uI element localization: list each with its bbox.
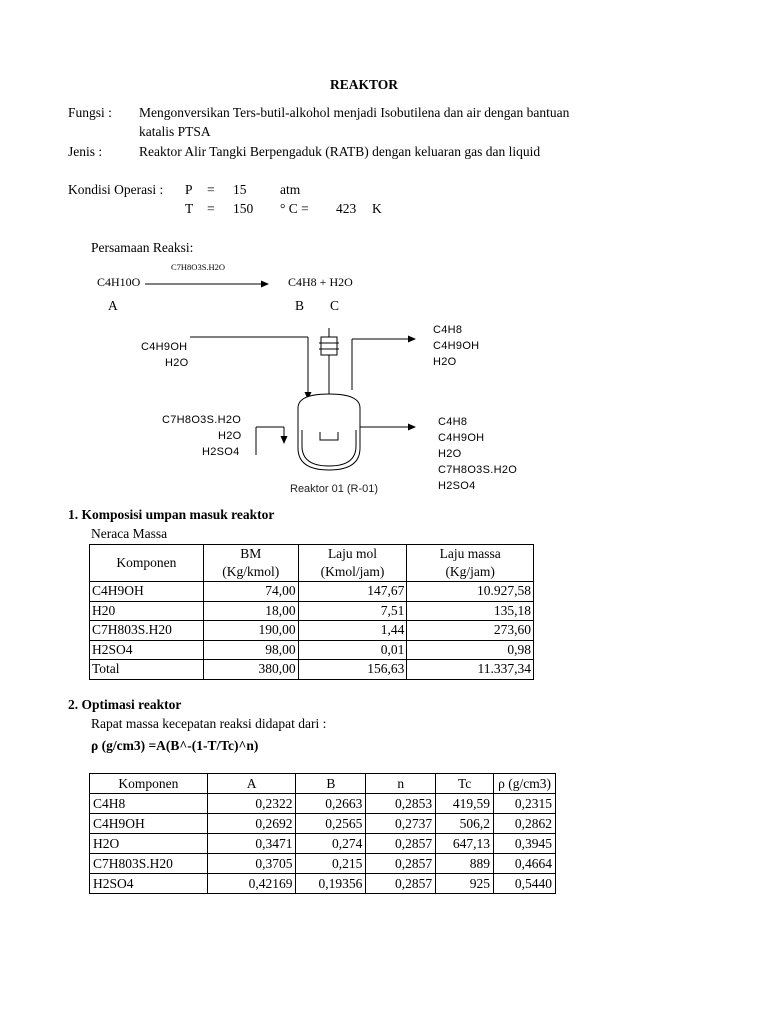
table-row: [90, 874, 556, 894]
outlet-side-label-5: H2SO4: [438, 480, 476, 492]
reaction-products: C4H8 + H2O: [288, 275, 353, 289]
col-header-a: A: [207, 774, 296, 794]
reactor-caption: Reaktor 01 (R-01): [290, 483, 379, 495]
section1-heading: 1. Komposisi umpan masuk reaktor: [68, 507, 275, 522]
cell-b: 0,274: [296, 834, 366, 854]
cell-b: 0,215: [296, 854, 366, 874]
cell-laju-mol: 1,44: [298, 621, 407, 641]
cell-komponen: Total: [90, 660, 204, 680]
cell-n: 0,2853: [366, 794, 436, 814]
cell-b: 0,2663: [296, 794, 366, 814]
feed-top-label-2: H2O: [165, 357, 189, 369]
cell-n: 0,2857: [366, 854, 436, 874]
cell-bm: 190,00: [203, 621, 298, 641]
density-formula: ρ (g/cm3) =A(B^-(1-T/Tc)^n): [91, 738, 259, 753]
col-header-bm: BM: [203, 545, 298, 564]
temperature-unit-k: K: [372, 201, 382, 216]
table-total-row: [90, 660, 534, 680]
cell-bm: 380,00: [203, 660, 298, 680]
cell-a: 0,2322: [207, 794, 296, 814]
cell-tc: 647,13: [436, 834, 494, 854]
temperature-value-c: 150: [233, 201, 254, 216]
table-header-row: [90, 545, 534, 564]
cell-rho: 0,2315: [494, 794, 556, 814]
cell-a: 0,2692: [207, 814, 296, 834]
pressure-equals: =: [207, 182, 215, 197]
temperature-symbol: T: [185, 201, 194, 216]
col-header-n: n: [366, 774, 436, 794]
table-row: [90, 854, 556, 874]
reaction-arrow: [145, 278, 270, 290]
cell-komponen: C4H9OH: [90, 814, 208, 834]
table-row: [90, 794, 556, 814]
table-row: [90, 621, 534, 641]
cell-a: 0,42169: [207, 874, 296, 894]
feed-top-label-1: C4H9OH: [141, 341, 188, 353]
reactor-diagram: [180, 320, 440, 490]
col-header-komponen: Komponen: [90, 774, 208, 794]
cell-laju-mol: 7,51: [298, 601, 407, 621]
outlet-side-label-2: C4H9OH: [438, 432, 485, 444]
cell-rho: 0,2862: [494, 814, 556, 834]
reaction-reactant: C4H10O: [97, 275, 141, 289]
feed-side-label-1: C7H8O3S.H2O: [162, 414, 242, 426]
col-unit-laju-mol: (Kmol/jam): [298, 563, 407, 582]
cell-komponen: C4H9OH: [90, 582, 204, 602]
section2-text: Rapat massa kecepatan reaksi didapat dari :: [91, 716, 327, 731]
cell-n: 0,2737: [366, 814, 436, 834]
col-header-tc: Tc: [436, 774, 494, 794]
cell-a: 0,3471: [207, 834, 296, 854]
cell-bm: 18,00: [203, 601, 298, 621]
table-row: [90, 814, 556, 834]
cell-rho: 0,4664: [494, 854, 556, 874]
outlet-liquid-arrow: [408, 424, 416, 431]
outlet-side-label-1: C4H8: [438, 416, 468, 428]
cell-n: 0,2857: [366, 834, 436, 854]
cell-laju-massa: 273,60: [407, 621, 534, 641]
reaction-label-a: A: [108, 298, 118, 313]
outlet-top-label-2: C4H9OH: [433, 340, 480, 352]
density-table: [89, 773, 556, 894]
col-header-komponen: Komponen: [90, 545, 204, 582]
reaction-label-c: C: [330, 298, 340, 313]
table-row: [90, 640, 534, 660]
col-header-b: B: [296, 774, 366, 794]
outlet-side-label-3: H2O: [438, 448, 462, 460]
pressure-unit: atm: [280, 182, 301, 197]
cell-tc: 506,2: [436, 814, 494, 834]
col-header-laju-mol: Laju mol: [298, 545, 407, 564]
outlet-top-label-3: H2O: [433, 356, 457, 368]
outlet-gas-arrow: [408, 336, 416, 343]
outlet-side-label-4: C7H8O3S.H2O: [438, 464, 518, 476]
cell-rho: 0,3945: [494, 834, 556, 854]
reaction-catalyst: C7H8O3S.H2O: [171, 262, 226, 272]
jenis-label: Jenis :: [68, 144, 103, 159]
table-row: [90, 834, 556, 854]
cell-komponen: C4H8: [90, 794, 208, 814]
pressure-value: 15: [233, 182, 247, 197]
table-row: [90, 582, 534, 602]
outlet-top-label-1: C4H8: [433, 324, 463, 336]
temperature-unit-c: ° C =: [280, 201, 309, 216]
col-unit-laju-massa: (Kg/jam): [407, 563, 534, 582]
cell-laju-mol: 156,63: [298, 660, 407, 680]
cell-laju-massa: 0,98: [407, 640, 534, 660]
cell-n: 0,2857: [366, 874, 436, 894]
cell-komponen: H2O: [90, 834, 208, 854]
cell-komponen: C7H803S.H20: [90, 621, 204, 641]
table-row: [90, 601, 534, 621]
cell-b: 0,19356: [296, 874, 366, 894]
cell-bm: 74,00: [203, 582, 298, 602]
col-header-laju-massa: Laju massa: [407, 545, 534, 564]
fungsi-text-line1: Mengonversikan Ters-butil-alkohol menjadi Isobutilena dan air dengan bantuan: [139, 105, 570, 120]
table-header-row: [90, 774, 556, 794]
kondisi-label: Kondisi Operasi :: [68, 182, 164, 197]
agitator-motor: [321, 337, 337, 355]
cell-laju-mol: 147,67: [298, 582, 407, 602]
temperature-equals: =: [207, 201, 215, 216]
jenis-text: Reaktor Alir Tangki Berpengaduk (RATB) dengan keluaran gas dan liquid: [139, 144, 541, 159]
pressure-symbol: P: [185, 182, 193, 197]
feed-side-label-2: H2O: [218, 430, 242, 442]
col-unit-bm: (Kg/kmol): [203, 563, 298, 582]
cell-tc: 419,59: [436, 794, 494, 814]
fungsi-text-line2: katalis PTSA: [139, 124, 211, 139]
cell-tc: 925: [436, 874, 494, 894]
mass-balance-table: [89, 544, 534, 680]
cell-komponen: H2SO4: [90, 874, 208, 894]
cell-laju-massa: 10.927,58: [407, 582, 534, 602]
section2-heading: 2. Optimasi reaktor: [68, 697, 182, 712]
feed-side-label-3: H2SO4: [202, 446, 240, 458]
fungsi-label: Fungsi :: [68, 105, 112, 120]
section1-subheading: Neraca Massa: [91, 526, 168, 541]
cell-b: 0,2565: [296, 814, 366, 834]
reactor-vessel: [298, 394, 360, 470]
col-header-rho: ρ (g/cm3): [494, 774, 556, 794]
cell-komponen: H2SO4: [90, 640, 204, 660]
cell-a: 0,3705: [207, 854, 296, 874]
cell-tc: 889: [436, 854, 494, 874]
cell-bm: 98,00: [203, 640, 298, 660]
reaction-heading: Persamaan Reaksi:: [91, 240, 194, 255]
cell-laju-massa: 11.337,34: [407, 660, 534, 680]
reaction-label-b: B: [295, 298, 305, 313]
temperature-value-k: 423: [336, 201, 357, 216]
cell-laju-mol: 0,01: [298, 640, 407, 660]
cell-komponen: H20: [90, 601, 204, 621]
cell-laju-massa: 135,18: [407, 601, 534, 621]
cell-komponen: C7H803S.H20: [90, 854, 208, 874]
page-title: REAKTOR: [330, 77, 399, 92]
cell-rho: 0,5440: [494, 874, 556, 894]
